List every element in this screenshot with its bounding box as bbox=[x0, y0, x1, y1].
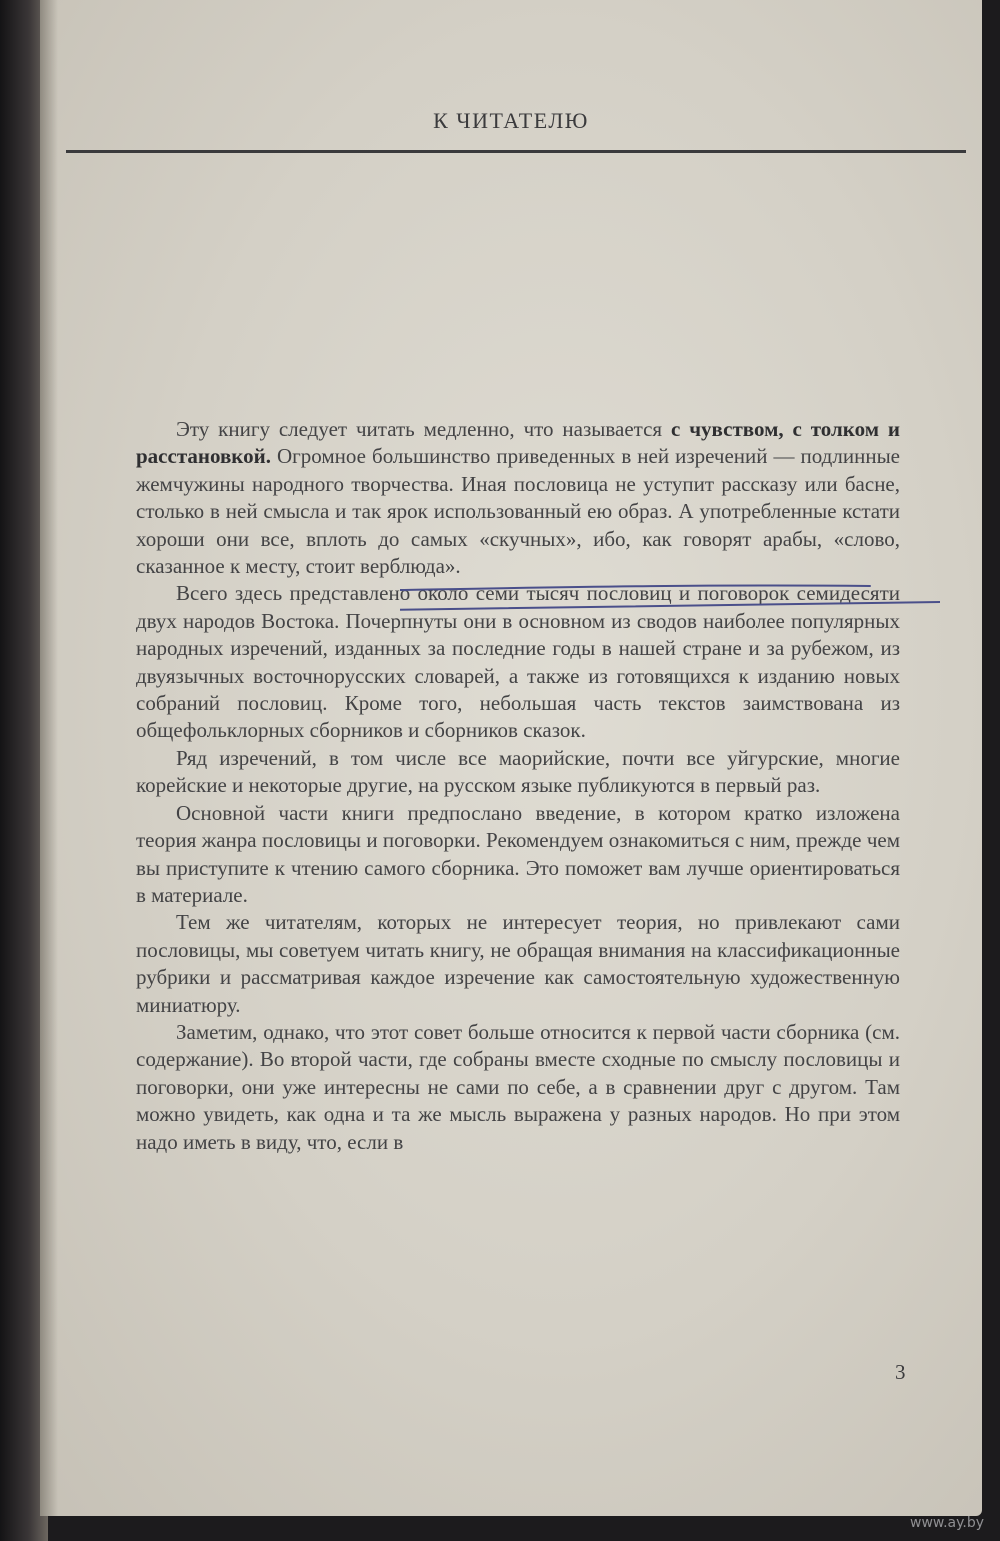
body-text bbox=[136, 416, 900, 1156]
paragraph-1-bold: с чувством, с толком и расстановкой. bbox=[136, 417, 900, 469]
paragraph-5: Тем же читателям, которых не интересует теория, но привлекают сами пословицы, мы советуем читать книгу, не обращая внимания на классификационные рубрики и рассматривая каждое изречение как самостоятельную художественную миниатюру. bbox=[136, 910, 900, 1017]
pen-underline bbox=[400, 580, 940, 620]
page-number: 3 bbox=[895, 1360, 906, 1384]
paragraph-2: Всего здесь представлено около семи тысяч пословиц и поговорок семидесяти двух народов Востока. Почерпнуты они в основном из сводов наиболее популярных народных изречений, изданных за последние годы в нашей стране и за рубежом, из двуязычных восточнорусских словарей, а также из готовящихся к изданию новых собраний пословиц. Кроме того, небольшая часть текстов заимствована из общефольклорных сборников и сборников сказок. bbox=[136, 581, 900, 743]
paragraph-1 bbox=[136, 416, 900, 580]
page-edge-shade bbox=[40, 0, 58, 1516]
pen-underline-stroke-1 bbox=[400, 585, 870, 590]
paragraph-4: Основной части книги предпослано введение, в котором кратко изложена теория жанра пословицы и поговорки. Рекомендуем ознакомиться с ним, прежде чем вы приступите к чтению самого сборника. Это поможет вам лучше ориентироваться в материале. bbox=[136, 800, 900, 907]
book-page bbox=[40, 0, 982, 1516]
pen-underline-stroke-2 bbox=[400, 602, 940, 614]
running-head: К ЧИТАТЕЛЮ bbox=[433, 108, 589, 133]
paragraph-1-start: Эту книгу следует читать медленно, что называется bbox=[176, 417, 671, 441]
paragraph-1-end: Огромное большинство приведенных в ней изречений — подлинные жемчужины народного творчества. Иная пословица не уступит рассказу или басне, столько в ней смысла и так ярок использованный ею образ. А употребленные кстати хороши они все, вплоть до самых «скучных», ибо, как говорят арабы, «слово, сказанное к месту, стоит верблюда». bbox=[136, 444, 900, 579]
header-rule bbox=[66, 150, 966, 153]
paragraph-6: Заметим, однако, что этот совет больше относится к первой части сборника (см. содержание). Во второй части, где собраны вместе сходные по смыслу пословицы и поговорки, они уже интересны не сами по себе, а в сравнении друг с другом. Там можно увидеть, как одна и та же мысль выражена у разных народов. Но при этом надо иметь в виду, что, если в bbox=[136, 1019, 900, 1154]
paragraph-3: Ряд изречений, в том числе все маорийские, почти все уйгурские, многие корейские и некоторые другие, на русском языке публикуются в первый раз. bbox=[136, 745, 900, 798]
watermark: www.ay.by bbox=[910, 1515, 985, 1531]
